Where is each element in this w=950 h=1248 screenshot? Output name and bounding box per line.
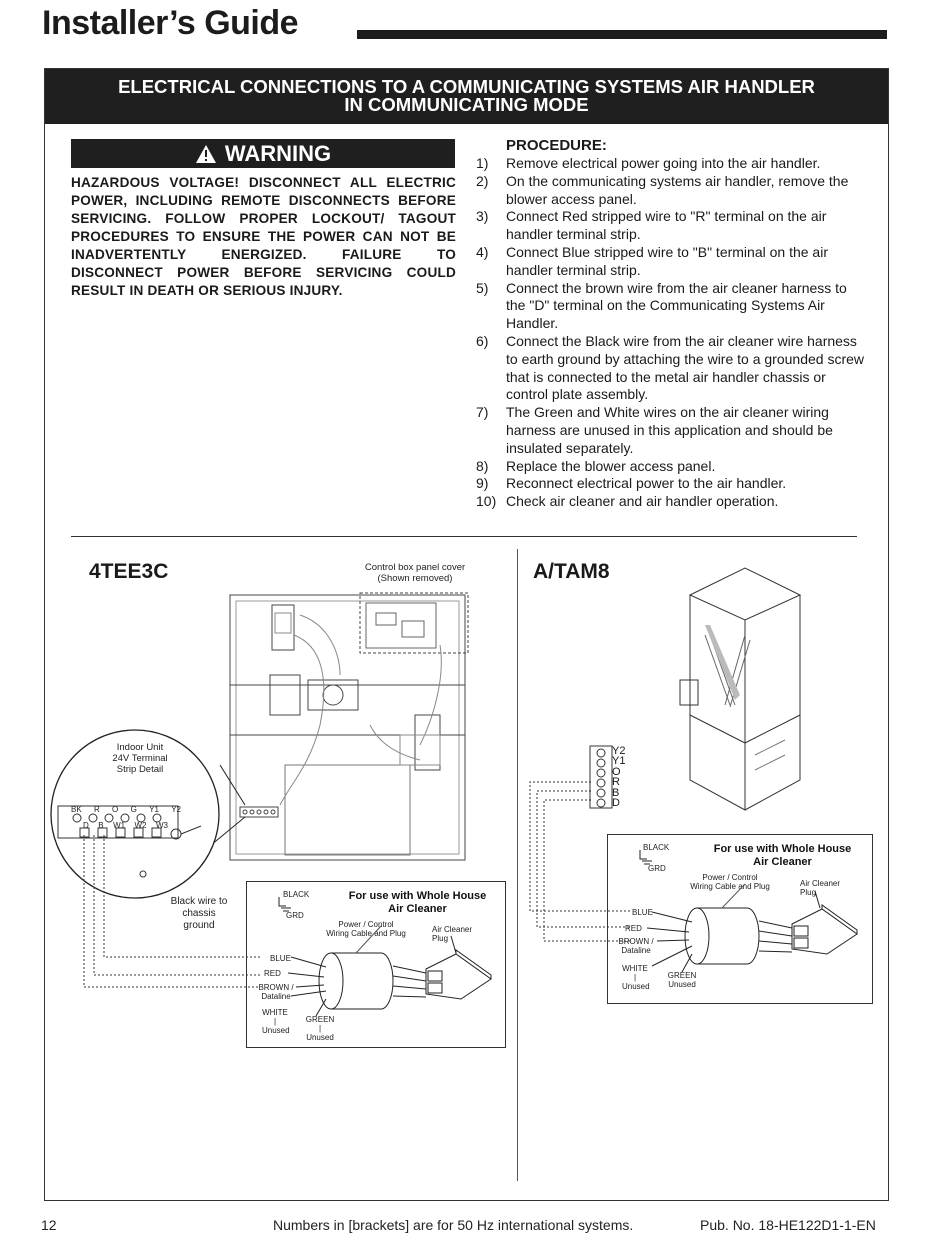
procedure-title: PROCEDURE: [506, 137, 607, 154]
right-brown-label: BROWN / Dataline [618, 937, 654, 955]
indoor-unit-detail-label: Indoor Unit 24V Terminal Strip Detail [112, 742, 168, 775]
terminal-bk: BK [71, 805, 82, 814]
terminal-b: B [98, 821, 104, 830]
model-atam8-label: A/TAM8 [533, 560, 610, 583]
procedure-step: 5) Connect the brown wire from the air cleaner harness to the "D" terminal on the Communicating Systems Air Handler. [476, 279, 847, 332]
page-number: 12 [41, 1217, 57, 1233]
terminal-d: D [83, 821, 89, 830]
left-plug-label: Air Cleaner Plug [432, 925, 473, 943]
left-white-label: WHITE | Unused [262, 1008, 290, 1035]
procedure-step: 8) Replace the blower access panel. [476, 457, 716, 474]
guide-title: Installer’s Guide [42, 4, 299, 42]
black-wire-label: Black wire to chassis ground [170, 896, 228, 931]
terminal-w2: W2 [134, 821, 147, 830]
warning-body: HAZARDOUS VOLTAGE! DISCONNECT ALL ELECTRIC POWER, INCLUDING REMOTE DISCONNECTS BEFORE SERVICING. FOLLOW PROPER LOCKOUT/ TAGOUT PROCEDURES TO ENSURE THE POWER CAN NOT BE INADVERTENTLY ENERGIZED. FAILURE TO DISCONNECT POWER BEFORE SERVICING COULD RESULT IN DEATH OR SERIOUS INJURY. [71, 175, 456, 298]
right-plug-label: Air Cleaner Plug [800, 879, 841, 897]
left-grd-label: GRD [286, 911, 304, 920]
terminal-r: R [612, 776, 620, 789]
procedure-step: 4) Connect Blue stripped wire to "B" terminal on the air handler terminal strip. [476, 243, 828, 278]
left-red-label: RED [264, 969, 281, 978]
section-divider [71, 536, 857, 537]
terminal-w3: W3 [156, 821, 168, 830]
terminal-o: O [612, 765, 621, 778]
terminal-d: D [612, 797, 620, 810]
left-green-label: GREEN | Unused [305, 1015, 335, 1042]
air-handler-atam8-drawing [665, 565, 805, 815]
left-box-title: For use with Whole House Air Cleaner [348, 890, 487, 915]
terminal-w1: W1 [113, 821, 126, 830]
right-green-label: GREEN Unused [667, 971, 697, 989]
terminal-r: R [93, 805, 100, 814]
left-blue-label: BLUE [270, 954, 291, 963]
procedure-step: 9) Reconnect electrical power to the air handler. [476, 475, 787, 492]
section-banner [45, 69, 888, 124]
procedure-step: 2) On the communicating systems air handler, remove the blower access panel. [476, 172, 849, 207]
terminal-labels-bottom [83, 821, 168, 830]
right-white-label: WHITE | Unused [622, 964, 650, 991]
left-harness-drawing [246, 881, 504, 1046]
right-red-label: RED [625, 924, 642, 933]
banner-line-1: ELECTRICAL CONNECTIONS TO A COMMUNICATING SYSTEMS AIR HANDLER [118, 76, 815, 97]
header-rule [357, 30, 887, 39]
warning-heading [71, 139, 455, 168]
terminal-y1: Y1 [612, 755, 626, 768]
terminal-labels-top [71, 805, 181, 814]
right-grd-label: GRD [648, 864, 666, 873]
control-box-label: Control box panel cover (Shown removed) [364, 562, 466, 584]
right-cable-label: Power / Control Wiring Cable and Plug [690, 873, 770, 891]
terminal-y2: Y2 [171, 805, 181, 814]
terminal-o: O [112, 805, 119, 814]
left-cable-label: Power / Control Wiring Cable and Plug [326, 920, 406, 938]
warning-heading-text: WARNING [224, 141, 332, 166]
warning-triangle-icon [195, 144, 217, 164]
right-blue-label: BLUE [632, 908, 653, 917]
banner-line-2: IN COMMUNICATING MODE [344, 94, 589, 115]
right-black-label: BLACK [643, 843, 670, 852]
terminal-y2: Y2 [612, 745, 626, 757]
right-box-title: For use with Whole House Air Cleaner [713, 843, 852, 868]
procedure-step: 6) Connect the Black wire from the air cleaner wire harness to earth ground by attaching the wire to a grounded screw that is connected to the metal air handler chassis or control plate assembly. [476, 332, 864, 403]
terminal-b: B [612, 786, 620, 799]
publication-number: Pub. No. 18-HE122D1-1-EN [700, 1217, 876, 1233]
left-brown-label: BROWN / Dataline [258, 983, 294, 1001]
procedure-step: 10) Check air cleaner and air handler operation. [476, 493, 779, 510]
procedure-step: 7) The Green and White wires on the air cleaner wiring harness are unused in this application and should be insulated separately. [476, 404, 833, 456]
terminal-g: G [130, 805, 137, 814]
footer-note: Numbers in [brackets] are for 50 Hz international systems. [273, 1217, 634, 1233]
right-harness-drawing [607, 834, 871, 1002]
procedure-step: 3) Connect Red stripped wire to "R" terminal on the air handler terminal strip. [476, 208, 827, 243]
procedure-steps [476, 155, 866, 511]
terminal-y1: Y1 [149, 805, 159, 814]
model-4tee3c-label: 4TEE3C [89, 560, 169, 583]
left-black-label: BLACK [283, 890, 310, 899]
procedure-step: 1) Remove electrical power going into the air handler. [476, 155, 821, 171]
